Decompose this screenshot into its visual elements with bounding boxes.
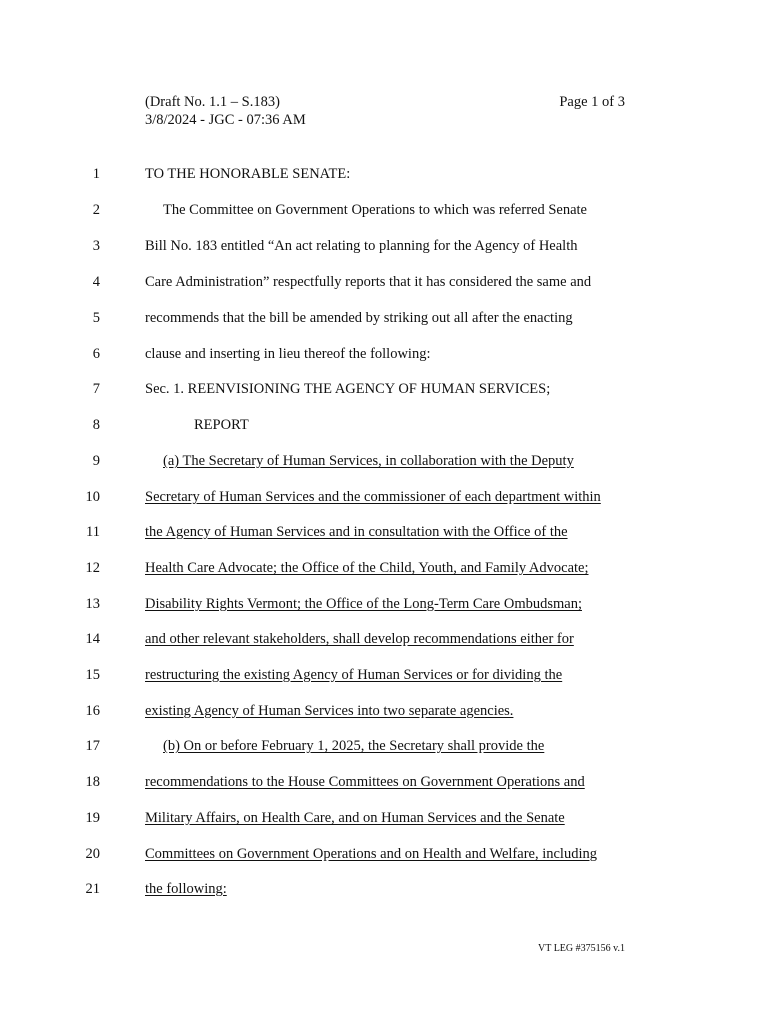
line-number: 9 xyxy=(92,453,100,469)
page-header xyxy=(145,93,306,129)
line-text: the Agency of Human Services and in consultation with the Office of the xyxy=(145,524,568,540)
page-number: Page 1 of 3 xyxy=(559,94,625,110)
line-text: TO THE HONORABLE SENATE: xyxy=(145,166,351,182)
line-number: 15 xyxy=(85,667,100,683)
text-line xyxy=(0,736,770,756)
text-line xyxy=(0,200,770,220)
line-number: 1 xyxy=(92,166,100,182)
line-number: 20 xyxy=(85,846,100,862)
text-line xyxy=(0,522,770,542)
line-number: 14 xyxy=(85,631,100,647)
line-text: The Committee on Government Operations to which was referred Senate xyxy=(163,202,587,218)
text-line xyxy=(0,808,770,828)
line-number: 17 xyxy=(85,738,100,754)
line-number: 19 xyxy=(85,810,100,826)
line-text: recommendations to the House Committees on Government Operations and xyxy=(145,774,585,790)
line-number: 10 xyxy=(85,489,100,505)
text-line xyxy=(0,701,770,721)
text-line xyxy=(0,665,770,685)
line-text: Secretary of Human Services and the commissioner of each department within xyxy=(145,489,601,505)
line-number: 16 xyxy=(85,703,100,719)
line-text: Care Administration” respectfully reports that it has considered the same and xyxy=(145,274,592,290)
line-number: 6 xyxy=(92,346,100,362)
line-text: (b) On or before February 1, 2025, the Secretary shall provide the xyxy=(163,738,545,754)
line-text: existing Agency of Human Services into two separate agencies. xyxy=(145,703,514,719)
line-text: and other relevant stakeholders, shall develop recommendations either for xyxy=(145,631,574,647)
text-line xyxy=(0,844,770,864)
draft-number: (Draft No. 1.1 – S.183) xyxy=(145,94,280,110)
line-text: Committees on Government Operations and on Health and Welfare, including xyxy=(145,846,597,862)
line-text: Disability Rights Vermont; the Office of the Long-Term Care Ombudsman; xyxy=(145,596,582,612)
line-number: 7 xyxy=(92,381,100,397)
line-text: restructuring the existing Agency of Human Services or for dividing the xyxy=(145,667,563,683)
line-number: 2 xyxy=(92,202,100,218)
text-line xyxy=(0,272,770,292)
line-text: (a) The Secretary of Human Services, in collaboration with the Deputy xyxy=(163,453,574,469)
line-number: 8 xyxy=(92,417,100,433)
line-number: 18 xyxy=(85,774,100,790)
section-heading: Sec. 1. REENVISIONING THE AGENCY OF HUMAN SERVICES; xyxy=(145,381,551,397)
text-line xyxy=(0,772,770,792)
line-text: Health Care Advocate; the Office of the Child, Youth, and Family Advocate; xyxy=(145,560,589,576)
text-line xyxy=(0,236,770,256)
text-line xyxy=(0,558,770,578)
text-line xyxy=(0,379,770,399)
document-id-footer: VT LEG #375156 v.1 xyxy=(538,943,625,954)
line-text: Military Affairs, on Health Care, and on Human Services and the Senate xyxy=(145,810,565,826)
line-number: 11 xyxy=(86,524,100,540)
line-number: 21 xyxy=(85,881,100,897)
text-line xyxy=(0,487,770,507)
line-text: clause and inserting in lieu thereof the following: xyxy=(145,346,431,362)
line-text: the following: xyxy=(145,881,227,897)
line-text: recommends that the bill be amended by striking out all after the enacting xyxy=(145,310,573,326)
line-number: 4 xyxy=(92,274,100,290)
text-line xyxy=(0,629,770,649)
line-number: 12 xyxy=(85,560,100,576)
text-line xyxy=(0,164,770,184)
text-line xyxy=(0,344,770,364)
draft-date: 3/8/2024 - JGC - 07:36 AM xyxy=(145,112,306,128)
text-line xyxy=(0,308,770,328)
text-line xyxy=(0,594,770,614)
line-text: Bill No. 183 entitled “An act relating to planning for the Agency of Health xyxy=(145,238,578,254)
text-line xyxy=(0,415,770,435)
section-heading: REPORT xyxy=(194,417,249,433)
text-line xyxy=(0,451,770,471)
text-line xyxy=(0,879,770,899)
line-number: 3 xyxy=(92,238,100,254)
line-number: 5 xyxy=(92,310,100,326)
line-number: 13 xyxy=(85,596,100,612)
